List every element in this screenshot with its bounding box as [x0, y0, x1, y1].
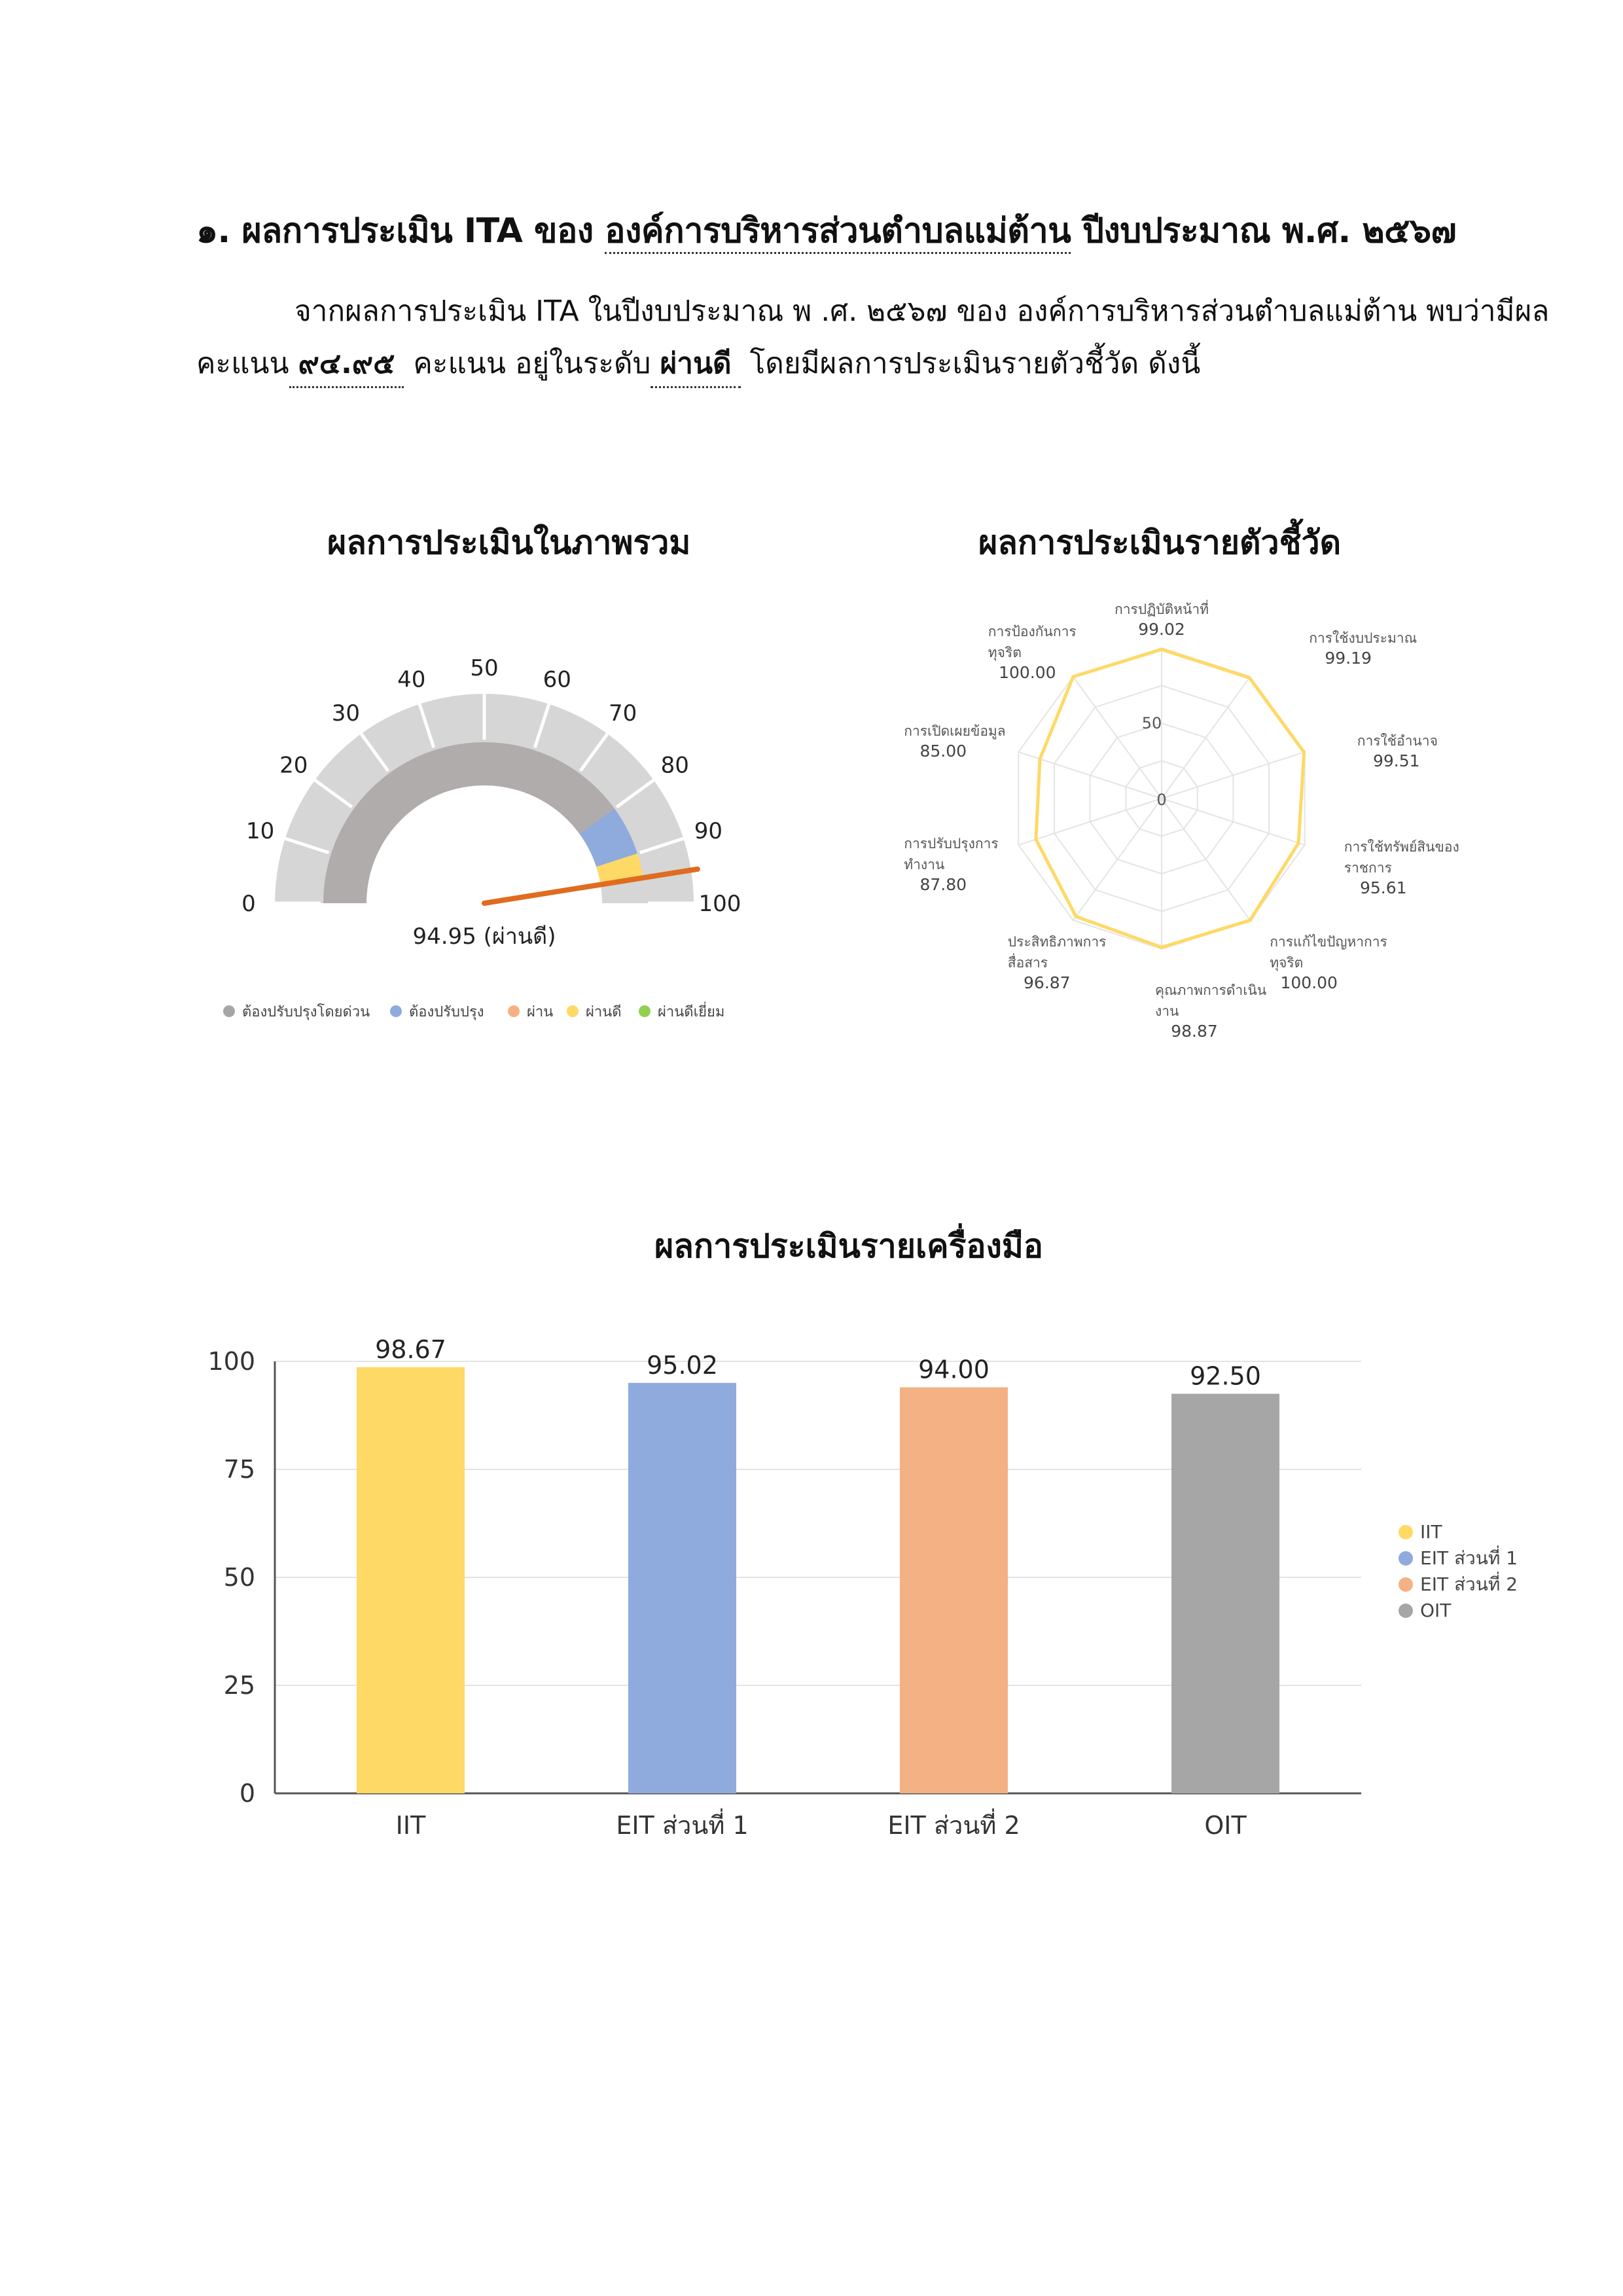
radar-scale-label: 0: [1156, 791, 1167, 809]
radar-indicator-value: 85.00: [919, 741, 967, 761]
radar-chart: [897, 601, 1472, 1041]
radar-spoke: [1162, 677, 1250, 798]
radar-indicator-label: [1270, 934, 1387, 992]
radar-series-line: [1036, 649, 1304, 947]
legend-label: ผ่านดีเยี่ยม: [658, 1004, 725, 1020]
gauge-legend: [223, 1001, 724, 1020]
radar-indicator-name: งาน: [1155, 1003, 1179, 1019]
heading-prefix: ผลการประเมิน ITA ของ: [241, 211, 594, 251]
paragraph-score: ๙๔.๙๕: [289, 340, 404, 388]
x-tick-label: IIT: [395, 1811, 426, 1840]
radar-indicator-name: การใช้งบประมาณ: [1309, 630, 1418, 646]
bar: [1171, 1394, 1279, 1794]
gauge-tick-label: 40: [397, 666, 426, 693]
gauge-tick-label: 20: [279, 752, 308, 779]
radar-indicator-name: การใช้ทรัพย์สินของ: [1344, 839, 1459, 855]
radar-indicator-label: [1008, 934, 1107, 992]
radar-indicator-name: ทุจริต: [1270, 955, 1304, 971]
radar-indicator-name: ราชการ: [1344, 860, 1392, 876]
radar-indicator-label: [1155, 982, 1266, 1041]
bar-legend-swatch: [1399, 1551, 1413, 1566]
heading-number: ๑.: [196, 211, 230, 251]
bar-legend-label: EIT ส่วนที่ 2: [1420, 1573, 1518, 1595]
bar: [357, 1367, 465, 1793]
radar-indicator-name: คุณภาพการดำเนิน: [1155, 982, 1267, 998]
gauge-tick-label: 10: [245, 817, 275, 844]
radar-indicator-name: สื่อสาร: [1007, 955, 1048, 971]
paragraph-level-prefix: คะแนน อยู่ในระดับ: [413, 347, 651, 380]
legend-swatch: [639, 1005, 651, 1017]
gauge-value-label: 94.95 (ผ่านดี): [412, 924, 556, 950]
radar-indicator-value: 87.80: [919, 875, 967, 895]
gauge-tick-label: 80: [660, 752, 689, 779]
bar: [900, 1388, 1008, 1793]
legend-swatch: [567, 1005, 579, 1017]
radar-indicator-name: ประสิทธิภาพการ: [1007, 934, 1107, 950]
paragraph-line-2: [196, 340, 1479, 388]
bar-value-label: 92.50: [1190, 1361, 1261, 1391]
radar-indicator-value: 98.87: [1171, 1022, 1218, 1041]
paragraph-level: ผ่านดี: [651, 340, 740, 388]
radar-indicator-value: 100.00: [999, 662, 1056, 682]
radar-indicator-value: 100.00: [1280, 973, 1338, 993]
gauge-tick-label: 60: [543, 666, 571, 693]
bar-legend-swatch: [1399, 1604, 1413, 1618]
bar-value-label: 98.67: [375, 1335, 446, 1364]
bar-legend-swatch: [1399, 1525, 1413, 1539]
radar-indicator-value: 99.02: [1138, 620, 1185, 639]
legend-label: ผ่าน: [527, 1004, 554, 1020]
legend-swatch: [390, 1005, 402, 1017]
radar-indicator-name: การเปิดเผยข้อมูล: [904, 723, 1006, 739]
radar-indicator-name: ทุจริต: [988, 644, 1022, 660]
x-tick-label: EIT ส่วนที่ 2: [887, 1811, 1020, 1840]
radar-indicator-name: การปฏิบัติหน้าที่: [1114, 601, 1209, 617]
radar-title: ผลการประเมินรายตัวชี้วัด: [978, 524, 1342, 562]
bar-legend-swatch: [1399, 1577, 1413, 1592]
legend-swatch: [508, 1005, 520, 1017]
radar-indicator-label: [988, 624, 1077, 682]
legend-label: ต้องปรับปรุง: [409, 1004, 484, 1020]
radar-indicator-label: [904, 723, 1005, 761]
bar-legend-label: IIT: [1420, 1521, 1442, 1543]
y-tick-label: 25: [223, 1671, 255, 1700]
radar-indicator-value: 95.61: [1359, 878, 1407, 898]
paragraph-line-1: จากผลการประเมิน ITA ในปีงบประมาณ พ .ศ. ๒๕๖๗ ของ องค์การบริหารส่วนตำบลแม่ต้าน พบว่ามีผล: [294, 295, 1550, 328]
gauge-title: ผลการประเมินในภาพรวม: [327, 524, 691, 562]
gauge-tick-label: 30: [331, 700, 361, 726]
bar-legend-label: OIT: [1420, 1600, 1452, 1621]
x-tick-label: OIT: [1204, 1811, 1247, 1840]
radar-indicator-value: 99.51: [1372, 751, 1420, 770]
x-tick-label: EIT ส่วนที่ 1: [616, 1811, 749, 1840]
radar-indicator-label: [1357, 733, 1438, 770]
radar-indicator-label: [1344, 839, 1459, 897]
radar-indicator-label: [1309, 630, 1417, 668]
radar-indicator-name: การใช้อำนาจ: [1357, 732, 1438, 749]
paragraph-score-prefix: คะแนน: [196, 347, 289, 380]
legend-label: ผ่านดี: [586, 1004, 622, 1020]
gauge-chart: [216, 641, 805, 1047]
radar-indicator-name: การป้องกันการ: [988, 623, 1077, 639]
y-tick-label: 0: [239, 1779, 255, 1808]
radar-indicator-label: [1115, 600, 1209, 639]
radar-indicator-name: ทำงาน: [904, 857, 945, 873]
legend-swatch: [223, 1005, 235, 1017]
y-tick-label: 100: [207, 1347, 255, 1376]
bar-chart-title: ผลการประเมินรายเครื่องมือ: [654, 1227, 1043, 1265]
bar-value-label: 94.00: [918, 1355, 990, 1384]
radar-indicator-name: การปรับปรุงการ: [904, 836, 999, 852]
gauge-tick-label: 0: [241, 891, 256, 917]
radar-scale-label: 50: [1141, 714, 1162, 732]
bar: [628, 1383, 736, 1793]
radar-indicator-label: [904, 836, 998, 894]
radar-spoke: [1073, 677, 1162, 798]
gauge-tick-label: 90: [694, 817, 723, 844]
radar-indicator-value: 96.87: [1024, 973, 1071, 993]
bar-legend-label: EIT ส่วนที่ 1: [1420, 1547, 1518, 1569]
radar-spoke: [1162, 798, 1250, 920]
section-heading: [196, 203, 1456, 257]
heading-suffix: ปีงบประมาณ พ.ศ. ๒๕๖๗: [1082, 211, 1457, 251]
y-tick-label: 50: [223, 1563, 255, 1592]
legend-label: ต้องปรับปรุงโดยด่วน: [242, 1004, 370, 1020]
radar-indicator-value: 99.19: [1325, 648, 1372, 668]
y-tick-label: 75: [223, 1455, 255, 1484]
heading-org: องค์การบริหารส่วนตำบลแม่ต้าน: [605, 211, 1071, 254]
gauge-tick-label: 70: [608, 700, 637, 726]
bar-value-label: 95.02: [647, 1350, 718, 1380]
radar-spoke: [1073, 798, 1162, 920]
paragraph-level-suffix: โดยมีผลการประเมินรายตัวชี้วัด ดังนี้: [749, 347, 1201, 380]
gauge-tick-label: 50: [470, 655, 499, 681]
gauge-tick-label: 100: [698, 891, 741, 917]
radar-indicator-name: การแก้ไขปัญหาการ: [1270, 934, 1387, 950]
bar-chart: [190, 1309, 1538, 1872]
